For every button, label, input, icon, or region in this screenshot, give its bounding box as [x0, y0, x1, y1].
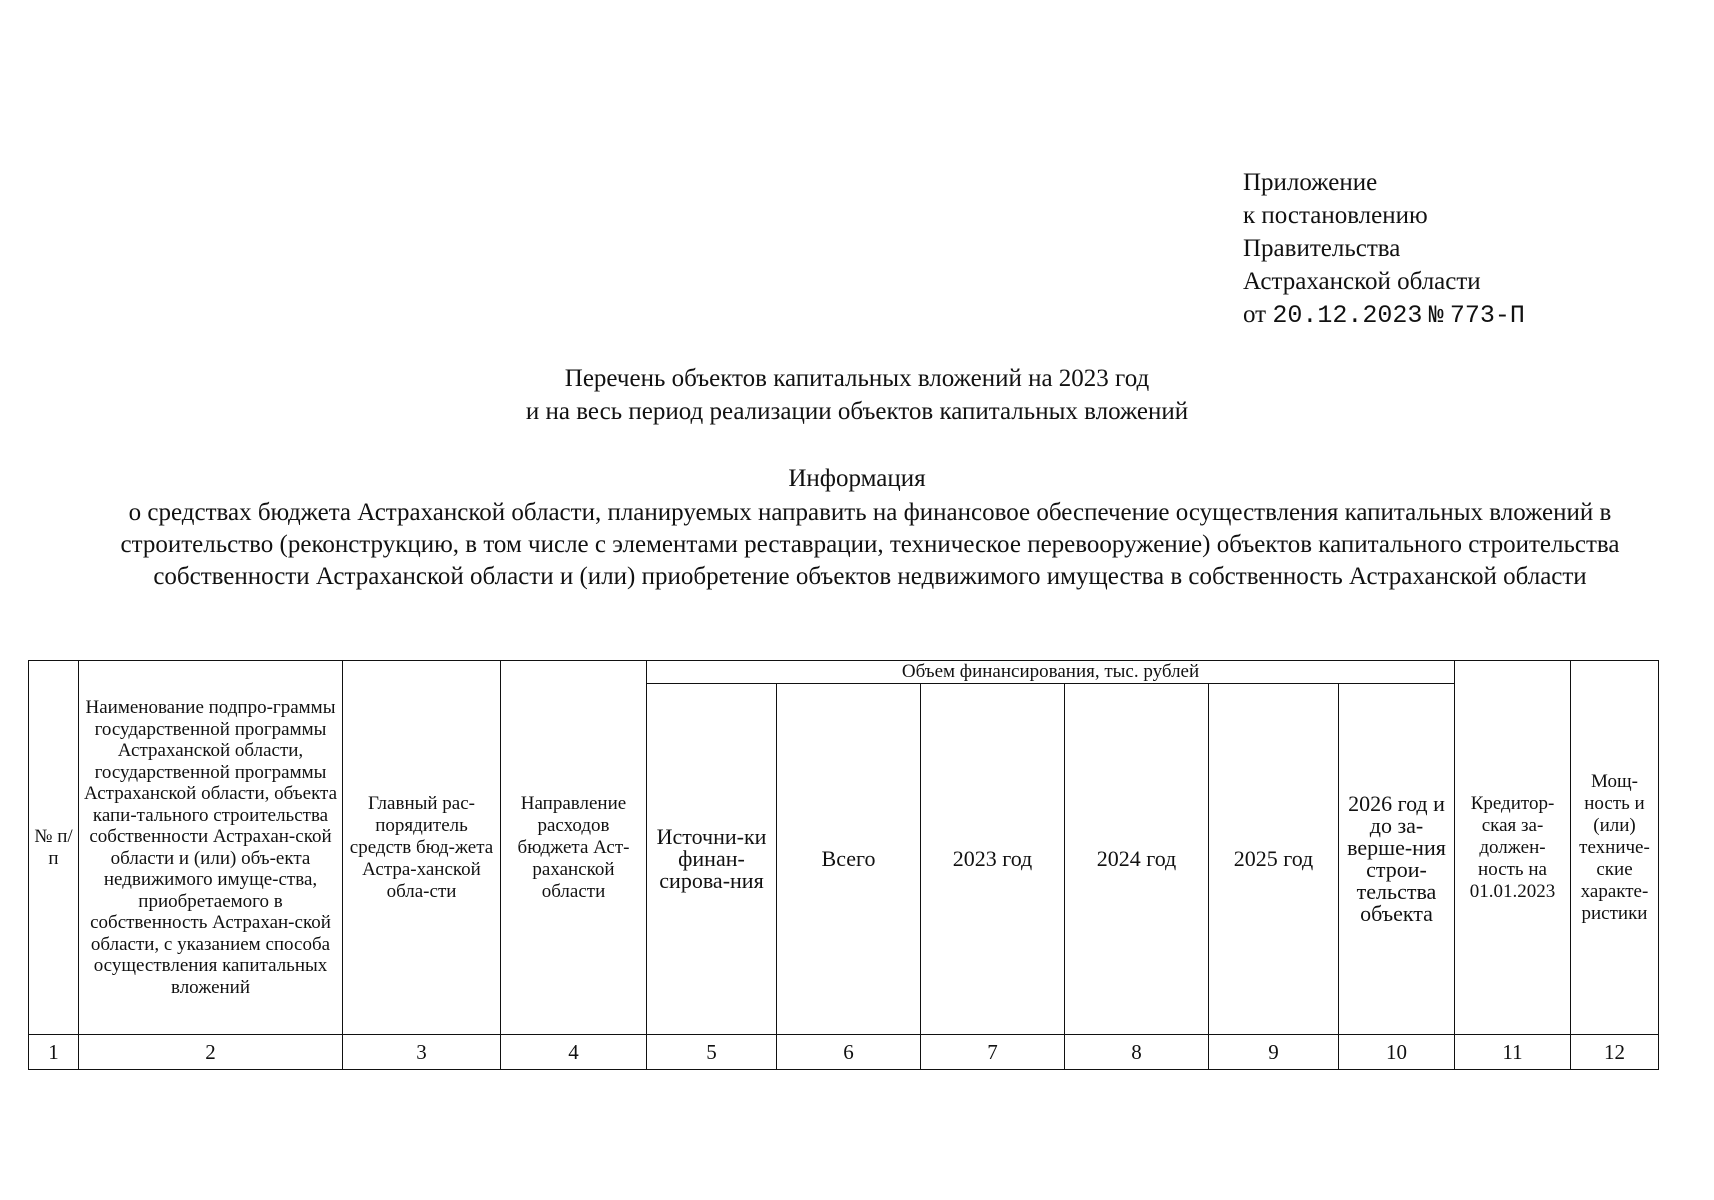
info-heading: Информация [788, 465, 926, 492]
info-body: о средствах бюджета Астраханской области, планируемых направить на финансовое обеспечение осуществления капитальных вложений в строительство (реконструкцию, в том числе с элементами реставрации, техническое перевооружение) объектов капитального строительства собственности Астраханской области и (или) приобретение объектов недвижимого имущества в собственность Астраханской области [120, 499, 1620, 590]
column-number-cell: 6 [777, 1035, 921, 1070]
column-number-cell: 10 [1339, 1035, 1455, 1070]
title-line-1: Перечень объектов капитальных вложений на 2023 год [564, 365, 1150, 392]
header-capacity: Мощ-ность и (или) техниче-ские характе-ристики [1571, 661, 1659, 1035]
date-value: 20.12.2023 [1272, 301, 1423, 330]
header-number: № п/п [29, 661, 79, 1035]
header-2025: 2025 год [1209, 684, 1339, 1035]
date-prefix: от [1243, 301, 1267, 328]
appendix-line-4: Астраханской области [1243, 268, 1481, 295]
column-number-cell: 9 [1209, 1035, 1339, 1070]
column-number-cell: 5 [647, 1035, 777, 1070]
header-manager: Главный рас-порядитель средств бюд-жета Астра-ханской обла-сти [343, 661, 501, 1035]
column-number-cell: 3 [343, 1035, 501, 1070]
header-name: Наименование подпро-граммы государственной программы Астраханской области, государственной программы Астраханской области, объекта капи-тального строительства собственности Астрахан-ской области и (или) объ-екта недвижимого имуще-ства, приобретаемого в собственность Астрахан-ской области, с указанием способа осуществления капитальных вложений [79, 661, 343, 1035]
header-financing-group: Объем финансирования, тыс. рублей [647, 661, 1455, 684]
header-sources: Источни-ки финан-сирова-ния [647, 684, 777, 1035]
column-number-cell: 1 [29, 1035, 79, 1070]
column-number-cell: 2 [79, 1035, 343, 1070]
header-2026: 2026 год и до за-верше-ния строи-тельства объекта [1339, 684, 1455, 1035]
column-number-cell: 12 [1571, 1035, 1659, 1070]
appendix-block [1243, 166, 1525, 332]
header-2024: 2024 год [1065, 684, 1209, 1035]
header-2023: 2023 год [921, 684, 1065, 1035]
title-line-2: и на весь период реализации объектов капитальных вложений [525, 398, 1189, 425]
number-sign: № [1428, 301, 1444, 330]
appendix-line-2: к постановлению [1243, 202, 1428, 229]
column-number-cell: 11 [1455, 1035, 1571, 1070]
document-title [0, 362, 1714, 428]
header-total: Всего [777, 684, 921, 1035]
header-direction: Направление расходов бюджета Аст-раханской области [501, 661, 647, 1035]
capital-investments-table [28, 660, 1659, 1070]
column-number-cell: 8 [1065, 1035, 1209, 1070]
column-number-cell: 4 [501, 1035, 647, 1070]
appendix-date-line [1243, 298, 1525, 332]
header-debt: Кредитор-ская за-должен-ность на 01.01.2023 [1455, 661, 1571, 1035]
appendix-line-1: Приложение [1243, 169, 1378, 196]
number-value: 773-П [1449, 301, 1525, 330]
appendix-line-3: Правительства [1243, 235, 1401, 262]
column-number-cell: 7 [921, 1035, 1065, 1070]
